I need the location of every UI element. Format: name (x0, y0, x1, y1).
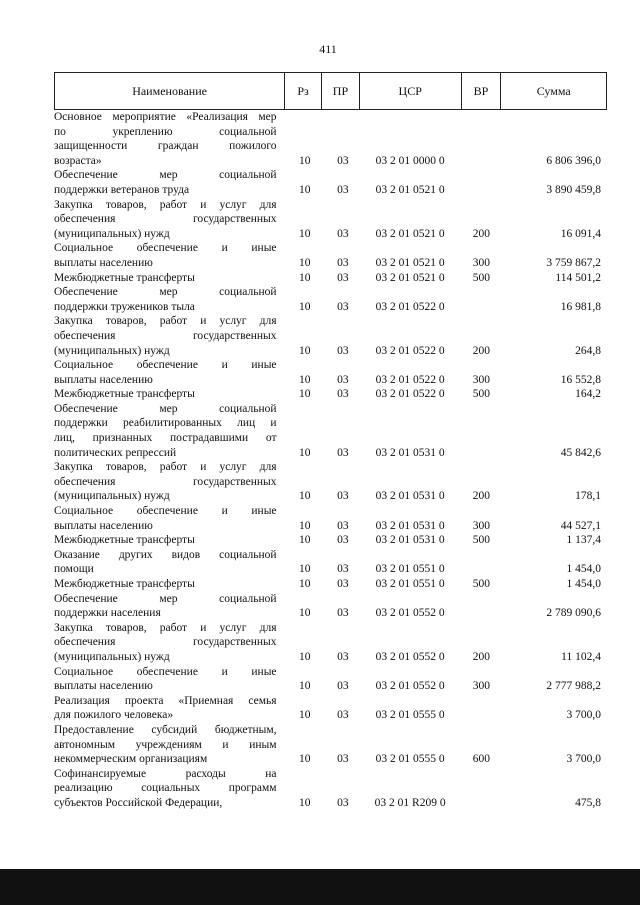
row-vr: 500 (472, 578, 490, 590)
row-sum: 164,2 (575, 388, 601, 401)
row-name-line: защищенности граждан пожилого (54, 140, 277, 153)
table-body (54, 110, 607, 811)
row-name-line: Социальное обеспечение и иные (54, 665, 277, 678)
row-name-line: выплаты населению (54, 256, 153, 269)
row-csr: 03 2 01 0551 0 (375, 563, 445, 576)
row-rz: 10 (299, 650, 311, 663)
row-name-line: (муниципальных) нужд (54, 344, 170, 357)
row-name-line: Социальное обеспечение и иные (54, 505, 277, 518)
table-row (54, 533, 607, 548)
row-name-line: Закупка товаров, работ и услуг для (54, 621, 277, 634)
row-csr: 03 2 01 0531 0 (375, 534, 445, 547)
row-name-line: Обеспечение мер социальной (54, 402, 277, 415)
row-name-line: Социальное обеспечение и иные (54, 242, 277, 255)
table-row (54, 723, 607, 767)
table-row (54, 198, 607, 242)
row-rz: 10 (299, 300, 311, 313)
row-name (54, 548, 283, 577)
row-sum: 16 552,8 (560, 373, 601, 386)
row-sum: 2 789 090,6 (546, 607, 601, 620)
row-pr: 03 (337, 578, 349, 590)
row-sum: 44 527,1 (560, 519, 601, 532)
row-rz: 10 (299, 796, 311, 809)
row-name-line: выплаты населению (54, 373, 153, 386)
table-header (54, 72, 607, 110)
row-pr: 03 (337, 490, 349, 503)
row-rz: 10 (299, 154, 311, 167)
row-name (54, 767, 283, 811)
row-pr: 03 (337, 680, 349, 693)
row-sum: 3 759 867,2 (546, 256, 601, 269)
row-name-line: Реализация проекта «Приемная семья (54, 694, 277, 707)
row-sum: 114 501,2 (555, 271, 601, 284)
row-name-line: Обеспечение мер социальной (54, 286, 277, 299)
header-name: Наименование (55, 73, 285, 109)
row-sum: 475,8 (575, 796, 601, 809)
row-pr: 03 (337, 271, 349, 284)
row-vr: 300 (472, 373, 490, 386)
row-name-line: (муниципальных) нужд (54, 650, 170, 663)
row-name (54, 198, 283, 242)
row-csr: 03 2 01 0555 0 (375, 709, 445, 722)
row-csr: 03 2 01 0552 0 (375, 607, 445, 620)
row-vr: 300 (472, 680, 490, 693)
row-name-line: Обеспечение мер социальной (54, 169, 277, 182)
row-rz: 10 (299, 344, 311, 357)
row-name-line: субъектов Российской Федерации, (54, 796, 223, 809)
row-csr: 03 2 01 0000 0 (375, 154, 445, 167)
row-name (54, 504, 283, 533)
row-name-line: выплаты населению (54, 680, 153, 693)
row-csr: 03 2 01 0552 0 (375, 650, 445, 663)
row-sum: 2 777 988,2 (546, 680, 601, 693)
row-pr: 03 (337, 227, 349, 240)
row-pr: 03 (337, 300, 349, 313)
row-name-line: Межбюджетные трансферты (54, 578, 195, 590)
row-name-line: Социальное обеспечение и иные (54, 359, 277, 372)
row-csr: 03 2 01 R209 0 (374, 796, 446, 809)
row-csr: 03 2 01 0521 0 (375, 227, 445, 240)
table-row (54, 621, 607, 665)
row-sum: 1 454,0 (566, 578, 601, 590)
row-name (54, 241, 283, 270)
row-name-line: автономным учреждениям и иным (54, 738, 277, 751)
row-pr: 03 (337, 753, 349, 766)
row-pr: 03 (337, 796, 349, 809)
row-vr: 300 (472, 256, 490, 269)
row-csr: 03 2 01 0522 0 (375, 300, 445, 313)
row-rz: 10 (299, 446, 311, 459)
row-sum: 3 700,0 (566, 753, 601, 766)
row-sum: 16 091,4 (560, 227, 601, 240)
row-name-line: Закупка товаров, работ и услуг для (54, 461, 277, 474)
row-name-line: Межбюджетные трансферты (54, 534, 195, 547)
row-rz: 10 (299, 753, 311, 766)
row-name-line: Оказание других видов социальной (54, 548, 277, 561)
row-rz: 10 (299, 534, 311, 547)
row-name-line: реализацию социальных программ (54, 782, 277, 795)
row-csr: 03 2 01 0531 0 (375, 519, 445, 532)
row-name (54, 402, 283, 460)
row-name-line: поддержки ветеранов труда (54, 183, 190, 196)
scan-border (0, 869, 640, 905)
table-row (54, 271, 607, 286)
row-rz: 10 (299, 227, 311, 240)
table-row (54, 504, 607, 533)
row-name (54, 271, 283, 286)
row-vr: 200 (472, 650, 490, 663)
table-row (54, 110, 607, 168)
row-sum: 16 981,8 (560, 300, 601, 313)
row-name (54, 460, 283, 504)
row-rz: 10 (299, 709, 311, 722)
row-sum: 45 842,6 (560, 446, 601, 459)
row-vr: 200 (472, 227, 490, 240)
row-pr: 03 (337, 650, 349, 663)
row-csr: 03 2 01 0531 0 (375, 446, 445, 459)
row-name-line: Основное мероприятие «Реализация мер (54, 111, 277, 123)
row-rz: 10 (299, 373, 311, 386)
row-rz: 10 (299, 607, 311, 620)
row-pr: 03 (337, 256, 349, 269)
row-sum: 11 102,4 (561, 650, 601, 663)
row-csr: 03 2 01 0522 0 (375, 373, 445, 386)
row-name-line: некоммерческим организациям (54, 753, 208, 766)
row-rz: 10 (299, 388, 311, 401)
row-pr: 03 (337, 154, 349, 167)
row-name-line: помощи (54, 563, 94, 576)
row-name-line: возраста» (54, 154, 102, 167)
row-pr: 03 (337, 709, 349, 722)
row-name (54, 694, 283, 723)
row-name-line: (муниципальных) нужд (54, 227, 170, 240)
row-vr: 200 (472, 490, 490, 503)
row-pr: 03 (337, 373, 349, 386)
row-csr: 03 2 01 0522 0 (375, 388, 445, 401)
row-csr: 03 2 01 0531 0 (375, 490, 445, 503)
row-sum: 3 700,0 (566, 709, 601, 722)
row-vr: 500 (472, 271, 490, 284)
page-number: 411 (319, 42, 337, 56)
row-name (54, 723, 283, 767)
row-rz: 10 (299, 680, 311, 693)
row-rz: 10 (299, 563, 311, 576)
row-sum: 1 137,4 (566, 534, 601, 547)
table-row (54, 402, 607, 460)
row-vr: 500 (472, 534, 490, 547)
row-name-line: поддержки населения (54, 607, 161, 620)
row-name-line: лиц, признанных пострадавшими от (54, 432, 277, 445)
row-rz: 10 (299, 256, 311, 269)
row-pr: 03 (337, 446, 349, 459)
row-name (54, 358, 283, 387)
header-pr: ПР (322, 73, 360, 109)
row-name-line: обеспечения государственных (54, 329, 277, 342)
row-name-line: поддержки тружеников тыла (54, 300, 195, 313)
row-name-line: для пожилого человека» (54, 709, 174, 722)
table-row (54, 665, 607, 694)
row-name-line: Закупка товаров, работ и услуг для (54, 315, 277, 328)
row-pr: 03 (337, 183, 349, 196)
row-rz: 10 (299, 183, 311, 196)
row-name-line: выплаты населению (54, 519, 153, 532)
row-name (54, 533, 283, 548)
row-name (54, 665, 283, 694)
row-rz: 10 (299, 490, 311, 503)
row-sum: 6 806 396,0 (546, 154, 601, 167)
row-sum: 3 890 459,8 (546, 183, 601, 196)
table-row (54, 592, 607, 621)
row-csr: 03 2 01 0521 0 (375, 183, 445, 196)
row-name-line: обеспечения государственных (54, 636, 277, 649)
row-name-line: (муниципальных) нужд (54, 490, 170, 503)
row-csr: 03 2 01 0522 0 (375, 344, 445, 357)
row-pr: 03 (337, 563, 349, 576)
row-csr: 03 2 01 0521 0 (375, 271, 445, 284)
row-pr: 03 (337, 534, 349, 547)
row-name-line: Предоставление субсидий бюджетным, (54, 723, 277, 736)
row-csr: 03 2 01 0551 0 (375, 578, 445, 590)
row-pr: 03 (337, 344, 349, 357)
row-name-line: Межбюджетные трансферты (54, 271, 195, 284)
row-name-line: политических репрессий (54, 446, 177, 459)
row-name-line: по укреплению социальной (54, 125, 277, 138)
header-sum: Сумма (536, 83, 571, 98)
row-rz: 10 (299, 271, 311, 284)
row-csr: 03 2 01 0555 0 (375, 753, 445, 766)
row-name (54, 577, 283, 592)
row-sum: 264,8 (575, 344, 601, 357)
row-rz: 10 (299, 578, 311, 590)
row-pr: 03 (337, 388, 349, 401)
table-row (54, 285, 607, 314)
row-vr: 600 (472, 753, 490, 766)
row-name (54, 621, 283, 665)
table-row (54, 577, 607, 592)
row-name-line: Закупка товаров, работ и услуг для (54, 198, 277, 211)
header-csr: ЦСР (360, 73, 462, 109)
header-vr: ВР (462, 73, 502, 109)
row-pr: 03 (337, 607, 349, 620)
row-name (54, 285, 283, 314)
table-row (54, 694, 607, 723)
table-row (54, 314, 607, 358)
row-vr: 300 (472, 519, 490, 532)
table-row (54, 358, 607, 387)
header-rz: Рз (285, 73, 322, 109)
table-row (54, 767, 607, 811)
table-row (54, 168, 607, 197)
row-pr: 03 (337, 519, 349, 532)
row-sum: 1 454,0 (566, 563, 601, 576)
row-name-line: Обеспечение мер социальной (54, 592, 277, 605)
row-name-line: обеспечения государственных (54, 213, 277, 226)
row-csr: 03 2 01 0521 0 (375, 256, 445, 269)
table-row (54, 548, 607, 577)
row-rz: 10 (299, 519, 311, 532)
row-csr: 03 2 01 0552 0 (375, 680, 445, 693)
table-row (54, 460, 607, 504)
row-name (54, 314, 283, 358)
row-vr: 200 (472, 344, 490, 357)
row-name-line: поддержки реабилитированных лиц и (54, 417, 277, 430)
row-sum: 178,1 (575, 490, 601, 503)
row-name (54, 168, 283, 197)
row-name-line: Межбюджетные трансферты (54, 388, 195, 401)
table-row (54, 387, 607, 402)
row-name-line: обеспечения государственных (54, 475, 277, 488)
row-name (54, 387, 283, 402)
row-name-line: Софинансируемые расходы на (54, 767, 277, 780)
table-row (54, 241, 607, 270)
row-name (54, 592, 283, 621)
row-vr: 500 (472, 388, 490, 401)
row-name (54, 110, 283, 168)
